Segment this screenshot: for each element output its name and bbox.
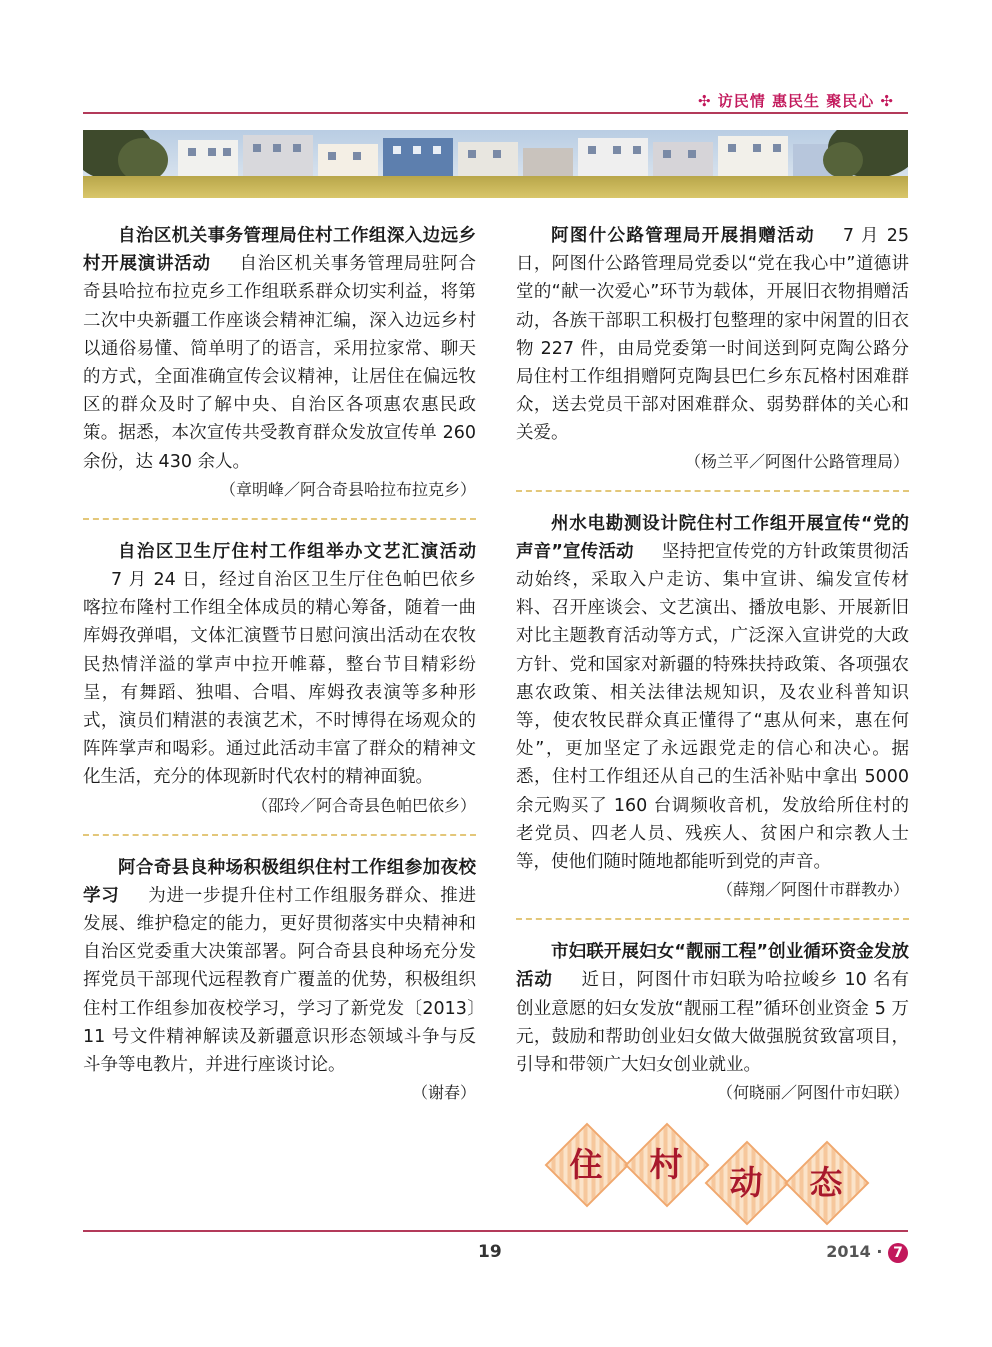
header-tagline: ✣ 访民情 惠民生 聚民心 ✣: [697, 92, 894, 110]
divider: [516, 490, 909, 492]
header-rule: [83, 112, 908, 114]
stamp-char: 住: [569, 1145, 603, 1184]
article-source: （薛翔／阿图什市群教办）: [716, 880, 909, 900]
village-banner-image: [83, 130, 908, 198]
article-title: 阿合奇县良种场积极组织住村工作组参加夜校学习: [83, 857, 476, 906]
footer-rule: [83, 1230, 908, 1232]
left-column: [83, 222, 476, 1107]
article-title: 自治区机关事务管理局住村工作组深入边远乡村开展演讲活动: [83, 226, 476, 275]
issue-number-badge: 7: [888, 1243, 908, 1263]
article: [516, 510, 909, 905]
article-title: 州水电勘测设计院住村工作组开展宣传“党的声音”宣传活动: [516, 513, 909, 562]
article: [516, 222, 909, 476]
article-body: 7 月 24 日，经过自治区卫生厅住色帕巴依乡喀拉布隆村工作组全体成员的精心筹备，随着一曲库姆孜弹唱，文体汇演暨节日慰问演出活动在农牧民热情洋溢的掌声中拉开帷幕，整台节目精彩纷呈，有舞蹈、独唱、合唱、库姆孜表演等多种形式，演员们精湛的表演艺术，不时博得在场观众的阵阵掌声和喝彩。通过此活动丰富了群众的精神文化生活，充分的体现新时代农村的精神面貌。: [83, 570, 476, 788]
article-source: （何晓丽／阿图什市妇联）: [716, 1083, 909, 1103]
stamp-char: 态: [809, 1163, 843, 1202]
divider: [83, 518, 476, 520]
stamp-char: 动: [729, 1163, 763, 1202]
article-body: 近日，阿图什市妇联为哈拉峻乡 10 名有创业意愿的妇女发放“靓丽工程”循环创业资金 5 万元，鼓励和帮助创业妇女做大做强脱贫致富项目，引导和带领广大妇女创业就业。: [516, 970, 909, 1076]
issue-year: 2014 ·: [826, 1242, 883, 1261]
article-source: （邵玲／阿合奇县色帕巴依乡）: [251, 795, 476, 815]
article-body: 坚持把宣传党的方针政策贯彻活动始终，采取入户走访、集中宣讲、编发宣传材料、召开座谈会、文艺演出、播放电影、开展新旧对比主题教育活动等方式，广泛深入宣讲党的大政方针、党和国家对新疆的特殊扶持政策、各项强农惠农政策、相关法律法规知识，及农业科普知识等，使农牧民群众真正懂得了“惠从何来，惠在何处”，更加坚定了永远跟党走的信心和决心。据悉，住村工作组还从自己的生活补贴中拿出 5000 余元购买了 160 台调频收音机，发放给所住村的老党员、四老人员、残疾人、贫困户和宗教人士等，使他们随时随地都能听到党的声音。: [516, 541, 909, 873]
article-source: （谢春）: [411, 1083, 476, 1103]
article: [83, 854, 476, 1108]
divider: [83, 834, 476, 836]
stamp-char: 村: [649, 1145, 683, 1184]
divider: [516, 918, 909, 920]
issue-label: [826, 1242, 908, 1263]
article-title: 市妇联开展妇女“靓丽工程”创业循环资金发放活动: [516, 942, 909, 991]
article-body: 自治区机关事务管理局驻阿合奇县哈拉布拉克乡工作组联系群众切实利益，将第二次中央新疆工作座谈会精神汇编，深入边远乡村以通俗易懂、简单明了的语言，采用拉家常、聊天的方式，全面准确宣传会议精神，让居住在偏远牧区的群众及时了解中央、自治区各项惠农惠民政策。据悉，本次宣传共受教育群众发放宣传单 260 余份，达 430 余人。: [83, 254, 476, 472]
article-title: 自治区卫生厅住村工作组举办文艺汇演活动: [118, 541, 476, 562]
article: [83, 222, 476, 504]
article-title: 阿图什公路管理局开展捐赠活动: [551, 226, 815, 246]
article: [83, 538, 476, 820]
article: [516, 938, 909, 1107]
article-source: （杨兰平／阿图什公路管理局）: [684, 451, 909, 471]
article-body: 为进一步提升住村工作组服务群众、推进发展、维护稳定的能力，更好贯彻落实中央精神和自治区党委重大决策部署。阿合奇县良种场充分发挥党员干部现代远程教育广覆盖的优势，积极组织住村工作组参加夜校学习，学习了新党发〔2013〕11 号文件精神解读及新疆意识形态领域斗争与反斗争等电教片，并进行座谈讨论。: [83, 885, 476, 1076]
right-column: [516, 222, 909, 1107]
article-body: 7 月 25 日，阿图什公路管理局党委以“党在我心中”道德讲堂的“献一次爱心”环节为载体，开展旧衣物捐赠活动，各族干部职工积极打包整理的家中闲置的旧衣物 227 件，由局党委第一时间送到阿克陶公路分局住村工作组捐赠阿克陶县巴仁乡东瓦格村困难群众，送去党员干部对困难群众、弱势群体的关心和关爱。: [516, 226, 910, 444]
section-stamp: [545, 1133, 875, 1213]
article-source: （章明峰／阿合奇县哈拉布拉克乡）: [219, 479, 476, 499]
page-number: 19: [478, 1242, 502, 1262]
